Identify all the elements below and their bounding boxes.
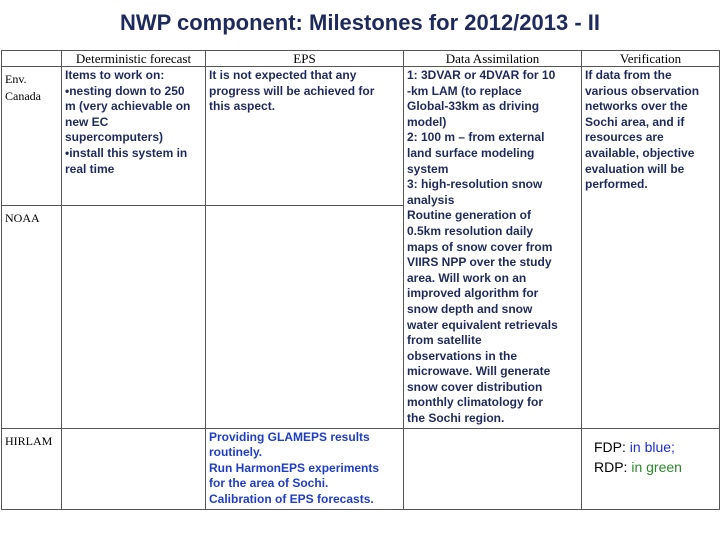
rdp-legend (594, 457, 716, 477)
text-line: •nesting down to 250 (65, 83, 185, 98)
table-row-env-canada (2, 67, 720, 206)
hirlam-deterministic-cell (62, 428, 206, 509)
verification-cell (582, 67, 720, 429)
text-line: observations in the (407, 348, 518, 363)
rdp-value: in green (631, 458, 682, 475)
canada-eps-cell (206, 67, 404, 206)
text-line: various observation (585, 83, 700, 98)
org-cell-noaa (2, 206, 62, 428)
text-line: resources are (585, 130, 664, 145)
text-line: new EC (65, 114, 109, 129)
org-cell-hirlam (2, 428, 62, 509)
noaa-deterministic-cell (62, 206, 206, 428)
text-line: from satellite (407, 333, 482, 348)
text-line: snow depth and snow (407, 301, 533, 316)
hirlam-eps-cell (206, 428, 404, 509)
milestones-table (1, 50, 720, 510)
data-assimilation-cell (404, 67, 582, 429)
text-line: this aspect. (209, 99, 276, 114)
text-line: -km LAM (to replace (407, 83, 522, 98)
org-cell-env-canada (2, 67, 62, 206)
header-eps: EPS (206, 51, 404, 67)
page-title: NWP component: Milestones for 2012/2013 - II (119, 10, 601, 35)
canada-deterministic-cell (62, 67, 206, 206)
text-line: Run HarmonEPS experiments (209, 460, 380, 475)
noaa-eps-cell (206, 206, 404, 428)
text-line: monthly climatology for (407, 395, 544, 410)
fdp-value: in blue; (629, 438, 675, 455)
org-label: Canada (5, 89, 41, 103)
text-line: land surface modeling (407, 145, 535, 160)
org-label: Env. (5, 72, 27, 86)
text-line: Items to work on: (65, 68, 165, 82)
fdp-label: FDP: (594, 438, 630, 455)
text-line: If data from the (585, 68, 672, 82)
text-line: 3: high-resolution snow (407, 177, 543, 192)
fdp-legend (594, 437, 716, 457)
text-line: Calibration of EPS forecasts. (209, 492, 374, 507)
header-deterministic-forecast: Deterministic forecast (62, 51, 206, 67)
text-line: VIIRS NPP over the study (407, 255, 552, 270)
org-label: HIRLAM (5, 433, 53, 448)
text-line: •install this system in (65, 145, 188, 160)
rdp-label: RDP: (594, 458, 632, 475)
text-line: model) (407, 114, 447, 129)
text-line: the Sochi region. (407, 411, 505, 426)
text-line: Sochi area, and if (585, 114, 685, 129)
text-line: improved algorithm for (407, 286, 539, 301)
text-line: networks over the (585, 99, 688, 114)
text-line: available, objective (585, 145, 695, 160)
text-line: maps of snow cover from (407, 239, 553, 254)
text-line: system (407, 161, 449, 176)
header-data-assimilation: Data Assimilation (404, 51, 582, 67)
text-line: It is not expected that any (209, 68, 357, 82)
text-line: evaluation will be (585, 161, 685, 176)
text-line: Providing GLAMEPS results (209, 429, 370, 444)
text-line: progress will be achieved for (209, 83, 375, 98)
legend-cell (582, 428, 720, 509)
table-row-hirlam (2, 428, 720, 509)
header-organization (2, 51, 62, 67)
text-line: Global-33km as driving (407, 99, 540, 114)
text-line: real time (65, 161, 115, 176)
table-header-row (2, 51, 720, 67)
org-label: NOAA (5, 211, 40, 226)
text-line: supercomputers) (65, 130, 164, 145)
text-line: microwave. Will generate (407, 364, 551, 379)
text-line: snow cover distribution (407, 379, 543, 394)
text-line: m (very achievable on (65, 99, 191, 114)
text-line: water equivalent retrievals (407, 317, 558, 332)
text-line: 0.5km resolution daily (407, 223, 534, 238)
text-line: performed. (585, 177, 648, 192)
text-line: for the area of Sochi. (209, 476, 329, 491)
header-verification: Verification (582, 51, 720, 67)
hirlam-data-assimilation-cell (404, 428, 582, 509)
text-line: area. Will work on an (407, 270, 527, 285)
text-line: analysis (407, 192, 455, 207)
text-line: Routine generation of (407, 208, 531, 223)
text-line: 2: 100 m – from external (407, 130, 545, 145)
text-line: 1: 3DVAR or 4DVAR for 10 (407, 68, 556, 82)
text-line: routinely. (209, 445, 263, 460)
